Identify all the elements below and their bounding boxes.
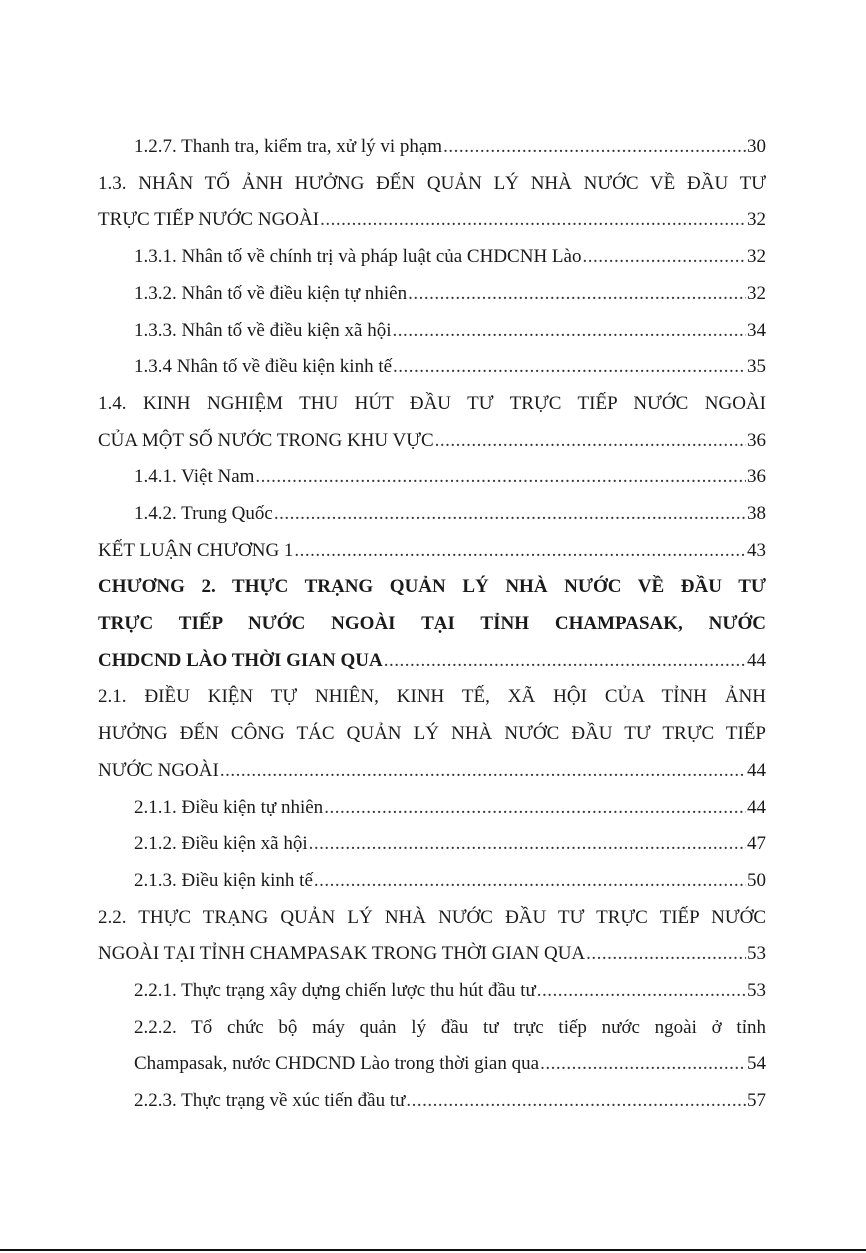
toc-entry-1-3-1 — [98, 239, 766, 276]
toc-page-number: 57 — [747, 1090, 766, 1112]
toc-entry-title: 1.2.7. Thanh tra, kiểm tra, xử lý vi phạm — [134, 136, 443, 157]
dot-leader — [384, 643, 746, 680]
toc-page-number: 36 — [747, 429, 766, 451]
toc-page-number: 32 — [747, 209, 766, 231]
dot-leader — [435, 423, 746, 460]
dot-leader — [537, 973, 746, 1010]
toc-page-number: 53 — [747, 943, 766, 965]
toc-entry-title: 1.3.3. Nhân tố về điều kiện xã hội — [134, 319, 392, 341]
toc-entry-title: CHDCND LÀO THỜI GIAN QUA — [98, 649, 383, 671]
toc-entry-ket-luan-1 — [98, 533, 766, 570]
toc-entry-1-3 — [98, 166, 766, 239]
toc-entry-title-line: 2.2.2. Tổ chức bộ máy quản lý đầu tư trực tiếp nước ngoài ở tỉnh — [134, 1016, 766, 1038]
toc-page-number: 44 — [747, 796, 766, 818]
toc-entry-chuong-2 — [98, 569, 766, 679]
toc-entry-title: 2.1.1. Điều kiện tự nhiên — [134, 796, 324, 818]
toc-entry-title-line: 2.1. ĐIỀU KIỆN TỰ NHIÊN, KINH TẾ, XÃ HỘI CỦA TỈNH ẢNH — [98, 686, 766, 708]
toc-entry-title: NƯỚC NGOÀI — [98, 759, 219, 781]
toc-entry-1-3-4 — [98, 349, 766, 386]
toc-entry-2-2 — [98, 900, 766, 973]
toc-entry-title: TRỰC TIẾP NƯỚC NGOÀI — [98, 209, 320, 231]
toc-page-number: 44 — [747, 649, 766, 671]
toc-entry-1-3-3 — [98, 313, 766, 350]
toc-entry-title: KẾT LUẬN CHƯƠNG 1 — [98, 539, 294, 561]
dot-leader — [324, 790, 746, 827]
toc-entry-1-4-2 — [98, 496, 766, 533]
toc-entry-title: CỦA MỘT SỐ NƯỚC TRONG KHU VỰC — [98, 429, 434, 451]
dot-leader — [320, 202, 746, 239]
toc-page-number: 44 — [747, 759, 766, 781]
toc-entry-title-line: 2.2. THỰC TRẠNG QUẢN LÝ NHÀ NƯỚC ĐẦU TƯ TRỰC TIẾP NƯỚC — [98, 906, 766, 928]
toc-entry-2-2-3 — [98, 1083, 766, 1120]
toc-entry-2-1-3 — [98, 863, 766, 900]
toc-entry-title: 1.3.4 Nhân tố về điều kiện kinh tế — [134, 356, 393, 378]
toc-entry-title: 2.2.1. Thực trạng xây dựng chiến lược thu hút đầu tư — [134, 980, 536, 1002]
toc-entry-title: 2.1.3. Điều kiện kinh tế — [134, 869, 313, 891]
toc-entry-title-line: HƯỞNG ĐẾN CÔNG TÁC QUẢN LÝ NHÀ NƯỚC ĐẦU TƯ TRỰC TIẾP — [98, 723, 766, 745]
toc-page-number: 53 — [747, 980, 766, 1002]
toc-entry-2-1 — [98, 679, 766, 789]
toc-entry-title: 1.3.2. Nhân tố về điều kiện tự nhiên — [134, 282, 408, 304]
page-bottom-rule — [0, 1249, 866, 1251]
dot-leader — [274, 496, 746, 533]
toc-entry-title: 2.2.3. Thực trạng về xúc tiến đầu tư — [134, 1090, 406, 1112]
toc-entry-title: 2.1.2. Điều kiện xã hội — [134, 833, 308, 855]
toc-entry-title: Champasak, nước CHDCND Lào trong thời gian qua — [134, 1053, 540, 1075]
toc-page-number: 30 — [747, 136, 766, 157]
dot-leader — [314, 863, 746, 900]
dot-leader — [586, 936, 746, 973]
toc-page-number: 36 — [747, 466, 766, 488]
toc-entry-2-1-2 — [98, 826, 766, 863]
dot-leader — [309, 826, 746, 863]
toc-entry-title-line: TRỰC TIẾP NƯỚC NGOÀI TẠI TỈNH CHAMPASAK, NƯỚC — [98, 613, 766, 635]
toc-page-number: 38 — [747, 503, 766, 524]
dot-leader — [294, 533, 746, 570]
toc-page-number: 32 — [747, 246, 766, 268]
toc-entry-1-2-7 — [98, 129, 766, 166]
toc-entry-title-line: 1.4. KINH NGHIỆM THU HÚT ĐẦU TƯ TRỰC TIẾP NƯỚC NGOÀI — [98, 392, 766, 414]
dot-leader — [540, 1046, 746, 1083]
toc-entry-2-1-1 — [98, 790, 766, 827]
toc-entry-title: 1.3.1. Nhân tố về chính trị và pháp luật của CHDCNH Lào — [134, 246, 582, 268]
toc-entry-title: 1.4.2. Trung Quốc — [134, 503, 273, 524]
toc-page-number: 47 — [747, 833, 766, 855]
toc-entry-1-4 — [98, 386, 766, 459]
dot-leader — [393, 313, 746, 350]
toc-page-number: 34 — [747, 319, 766, 341]
toc-page-number: 32 — [747, 282, 766, 304]
toc-entry-title-line: CHƯƠNG 2. THỰC TRẠNG QUẢN LÝ NHÀ NƯỚC VỀ ĐẦU TƯ — [98, 576, 766, 598]
toc-entry-title: 1.4.1. Việt Nam — [134, 466, 255, 488]
toc-entry-1-3-2 — [98, 276, 766, 313]
dot-leader — [220, 753, 746, 790]
toc-entry-2-2-1 — [98, 973, 766, 1010]
toc-entry-2-2-2 — [98, 1010, 766, 1083]
dot-leader — [393, 349, 746, 386]
toc-entry-title: NGOÀI TẠI TỈNH CHAMPASAK TRONG THỜI GIAN QUA — [98, 943, 586, 965]
dot-leader — [443, 129, 746, 166]
toc-page-number: 50 — [747, 869, 766, 891]
dot-leader — [255, 459, 746, 496]
toc-page-number: 54 — [747, 1053, 766, 1075]
toc-page-number: 43 — [747, 539, 766, 561]
toc-entry-title-line: 1.3. NHÂN TỐ ẢNH HƯỞNG ĐẾN QUẢN LÝ NHÀ NƯỚC VỀ ĐẦU TƯ — [98, 172, 766, 194]
toc-page-number: 35 — [747, 356, 766, 378]
dot-leader — [408, 276, 746, 313]
toc-entry-1-4-1 — [98, 459, 766, 496]
table-of-contents — [98, 129, 766, 1120]
dot-leader — [582, 239, 746, 276]
dot-leader — [406, 1083, 746, 1120]
